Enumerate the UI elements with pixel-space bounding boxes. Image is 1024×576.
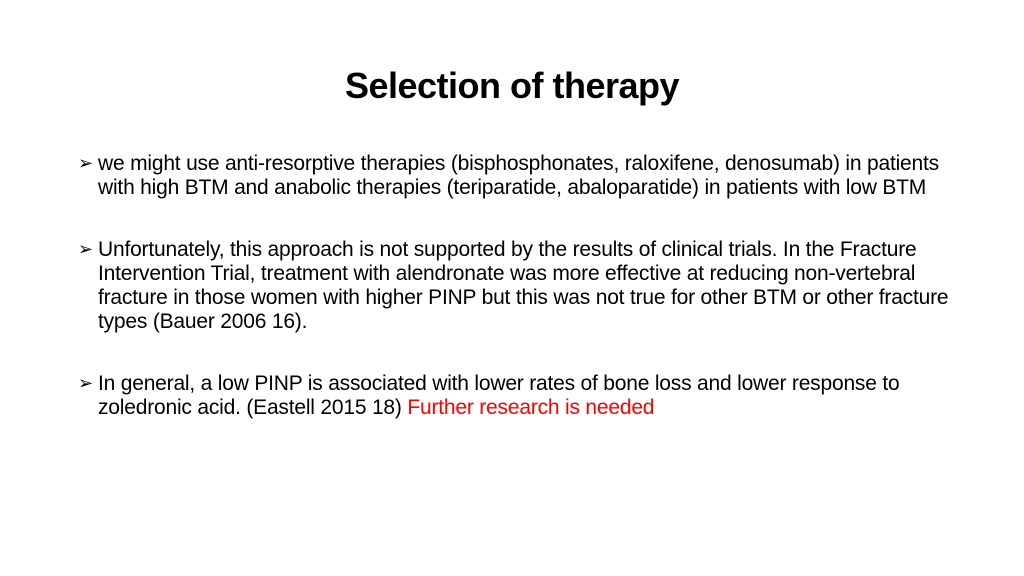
bullet-text: In general, a low PINP is associated with lower rates of bone loss and lower response to zoledronic acid. (Eastell 2015 18) xyxy=(98,372,900,419)
bullet-item xyxy=(78,152,958,200)
arrow-bullet-icon: ➢ xyxy=(78,153,93,174)
bullet-text: we might use anti-resorptive therapies (bisphosphonates, raloxifene, denosumab) in patients with high BTM and anabolic therapies (teriparatide, abaloparatide) in patients with low BTM xyxy=(98,152,939,199)
slide-title: Selection of therapy xyxy=(344,65,680,106)
arrow-bullet-icon: ➢ xyxy=(78,239,93,260)
bullet-item xyxy=(78,238,958,334)
arrow-bullet-icon: ➢ xyxy=(78,373,93,394)
bullet-item xyxy=(78,372,958,420)
bullet-list xyxy=(78,152,958,420)
highlight-text: Further research is needed xyxy=(407,396,655,419)
bullet-text: Unfortunately, this approach is not supported by the results of clinical trials. In the Fracture Intervention Trial, treatment with alendronate was more effective at reducing non-vertebral fracture in those women with higher PINP but this was not true for other BTM or other fracture types (Bauer 2006 16). xyxy=(98,238,949,333)
